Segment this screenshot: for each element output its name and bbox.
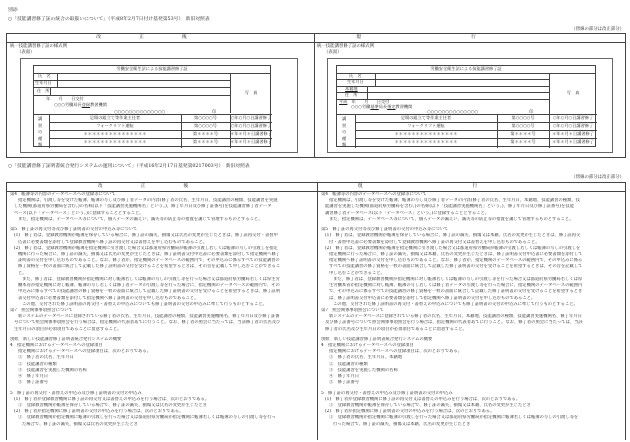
column-divider bbox=[314, 34, 315, 157]
text-line: で、その申込みに係るすべての技能講習の修了資格を一枚の書面に統合して記載した修了証明書の交付を受けることを希望するとき bbox=[329, 289, 583, 295]
text-line: 別紙 新しい技能講習修了証明書統合発行システムの概要 bbox=[10, 336, 122, 342]
text-line: (1) 修了者は、登録教習機関が帳簿を保存している場合に、修了証の滅失、損傷又は氏名の変更が生じたときは、修了証再交付・書替申 bbox=[14, 233, 278, 239]
old-course-name: ＊＊＊＊＊＊＊＊＊＊＊＊＊＊＊ bbox=[394, 139, 458, 144]
text-line: 及び修了証番号について照会関係事項照会を行う場合は、指定機関の代表者あてに行うこと。なお、修了者の照会に当たっては、当該 bbox=[325, 320, 583, 326]
text-line: 込書に必要書類を添付して登録教習機関へ修了証の再交付又は書替えを申し込むものであること。 bbox=[18, 239, 208, 245]
text-line: 生労働本省が指定機関に対し帳簿、帳簿の写し若しくは修了者データの引渡し等を行った場合に、指定機関のデータベースの範囲内 bbox=[329, 283, 583, 289]
row-divider bbox=[34, 80, 230, 81]
old-course-number: 第○○○○号 bbox=[511, 123, 535, 128]
text-line: この他、交付された修了証明書の再交付・書替えの申込みについても修了証明書の交付の申込みに準じて行うものとすること。 bbox=[333, 301, 578, 307]
text-line: ⑤ 修了証番号 bbox=[18, 380, 49, 386]
old-cert-title: 労働安全衛生法による技能講習修了証 bbox=[337, 66, 595, 74]
text-line: 4 指定機関におけるデータベースへの登録項目 bbox=[321, 343, 414, 349]
text-line: ① 登録教習機関が帳簿を保存している場合で、修了証の滅失、損傷又は本籍、氏名の変更が生じたとき bbox=[329, 403, 531, 408]
section2-table bbox=[6, 182, 626, 440]
text-line: 第7 照会関係事項照会について bbox=[10, 307, 73, 313]
text-line: ③ 技能講習を実施した機関の名称 bbox=[18, 367, 87, 373]
new-issue-date: 年 月 日交付 bbox=[46, 96, 84, 101]
attachment-label: 別添 bbox=[8, 8, 18, 13]
old-course-date: ○年○月○日講習修了 bbox=[552, 123, 594, 128]
text-line: また、指定機関は、データベース等について、個人データの漏えい、滅失等の防止等の措置を講じて管理するものとすること。 bbox=[329, 216, 574, 222]
old-text-column bbox=[321, 192, 624, 428]
old-course-date: ＊年＊月＊日講習修了 bbox=[552, 139, 594, 144]
old-course-date: ＊年＊月＊日講習修了 bbox=[552, 131, 594, 136]
text-line: 働本省が指定機関に対し帳簿、帳簿の写し若しくは修了者データの引渡し等を行った場合に、指定機関のデータベースの範囲内で、その bbox=[18, 283, 280, 289]
text-line: 指定機関へ修了証明書の交付を申し込むものであること。なお、修了者が、指定機関のデータベースの範囲内で、その申込みに係る bbox=[329, 258, 583, 264]
form-heading-new: 統一技能講習修了証の様式例 bbox=[10, 44, 68, 49]
new-photo-label: 写 真 bbox=[244, 90, 258, 95]
new-course-number: 第○○○○号 bbox=[194, 115, 217, 120]
old-issue-date-text: 年 月 日交付 bbox=[351, 99, 390, 104]
text-line: ① 登録教習機関が帳簿を保存している場合で、修了証の滅失、損傷又は氏名の変更が生じたとき bbox=[18, 403, 207, 408]
new-form-card bbox=[20, 58, 298, 153]
old-photo-label: 写 真 bbox=[566, 90, 580, 95]
new-issuer: ○○○労働局長登録教習機関 bbox=[54, 102, 107, 107]
text-line: 新システムのデータベースに登録されている修了者の氏名、生年月日、本籍地、技能講習の種類、技能講習実施機関名、修了年月日 bbox=[329, 314, 582, 320]
section1-table bbox=[6, 33, 626, 158]
form-side-old: （表面） bbox=[324, 50, 342, 55]
text-line: 行った場合で、修了証の滅失、損傷又は本籍、氏名の変更が生じたとき bbox=[333, 421, 471, 427]
text-line: 指定機関におけるデータベースへの登録項目は、次のとおりである。 bbox=[329, 349, 462, 355]
old-issuer: ○○○労働基準局長指定教習機関 bbox=[351, 104, 413, 109]
text-line: ③ 技能講習を実施した機関の名称 bbox=[329, 367, 398, 373]
text-line: また、修了者は、登録教習機関が指定機関に対し帳簿若しくは帳簿の写しの引渡し等を行った場合又は都道府県労働局若しくは厚生労 bbox=[22, 276, 280, 282]
old-course-number: 第○○○○号 bbox=[511, 115, 535, 120]
text-line: 第5 修了証の再交付等及び修了証明書の交付の申込み等について bbox=[10, 227, 138, 233]
text-line: 別紙 新しい技能講習修了証明書統合発行システムの概要 bbox=[321, 336, 433, 342]
new-text-column bbox=[10, 192, 314, 428]
text-line: 講習修了者データベース(以下「データベース」という。)に登録することとすること。 bbox=[325, 210, 490, 216]
text-line: 5 修了証の再交付・書替えの申込み及び修了証明書の交付の申込み bbox=[321, 390, 453, 396]
section1-header-row bbox=[7, 34, 625, 43]
text-line: した機関(都道府県労働局を含む。)の名称(以下「技能講習実施機関名」という。)、修了年月日及び修了証番号)を技能講習修了者データ bbox=[14, 204, 272, 210]
text-line: すべての技能講習の修了資格を一枚の書面に統合して記載した修了証明書の交付を受けることを希望するときは、その旨を記載して bbox=[329, 264, 583, 270]
text-line: 指定機関は、引渡し等を受けた帳簿、帳簿の写し及び修了者データの内容(修了者の氏名、生年月日、技能講習の種類、技能講習を実施 bbox=[18, 198, 278, 204]
text-line: 証明書の交付を申し込むものであること。なお、修了者が、指定機関のデータベースの範囲内で、その申込みに係るすべての技能講習の bbox=[18, 258, 280, 264]
text-line: (2) 修了者が指定機関に修了証明書の交付の申込みを行う場合は、次のとおりである。 bbox=[325, 409, 495, 415]
old-course-name: フォークリフト運転 bbox=[407, 123, 445, 128]
new-course-number: 第＊＊＊＊号 bbox=[192, 139, 219, 144]
text-line: ベース(以下「データベース」という。)に登録することとすること。 bbox=[14, 210, 144, 216]
old-name-label: 氏 名 bbox=[349, 73, 362, 78]
new-dob-label: 生年月日 bbox=[35, 80, 52, 85]
col-header-old: 現行 bbox=[356, 35, 586, 40]
text-line: 指定機関におけるデータベースへの登録項目は、次のとおりである。 bbox=[18, 349, 151, 355]
new-circles: ○○○○○○○○○○○○○○ bbox=[114, 109, 166, 114]
new-course-date: ○年○月○日講習修了 bbox=[230, 115, 272, 120]
text-line: ① 登録教習機関が指定機関に帳簿の引渡しを行った場合又は都道府県労働局が指定機関に帳簿若しくは帳簿の写しの引渡し等を bbox=[329, 415, 579, 421]
col-header-old: 現行 bbox=[357, 184, 588, 189]
text-line: (1) 修了者は、登録教習機関が帳簿を保存している場合に、修了証の滅失、損傷又は本籍、氏名の変更が生じたときは、修了証再交 bbox=[325, 233, 581, 239]
text-line: ⑤ 修了証番号 bbox=[329, 380, 360, 386]
section2-title: ○「技能講習修了証明書統合発行システムの運用について」（平成16年2月17日基発第0217003号） 新旧対照表 bbox=[8, 164, 250, 169]
text-line: 修了者の氏名及び生年月日の項目が必須項目であることに留意すること。 bbox=[325, 326, 467, 332]
text-line: た場合で、修了証の滅失、損傷又は氏名の変更が生じたとき bbox=[22, 421, 138, 427]
form-side-new: （表面） bbox=[17, 50, 35, 55]
old-course-name: 足場の組立て等作業主任者 bbox=[400, 115, 452, 120]
text-line: (1) 修了者が登録教習機関に修了証の再交付又は書替えの申込みを行う場合は、次のとおりである。 bbox=[325, 396, 521, 402]
new-name-label: 氏 名 bbox=[38, 73, 51, 78]
old-domicile-label: 本籍地 bbox=[345, 86, 358, 91]
row-divider bbox=[337, 79, 549, 80]
section1-note: （傍線の部分は改正部分） bbox=[571, 27, 624, 32]
text-line: ① 修了者の氏名、生年月日、本籍地 bbox=[329, 355, 403, 361]
text-line: また、修了者は、登録教習機関が指定機関に対し帳簿若しくは帳簿の写しの引渡し等を行った場合又は都道府県労働局若しくは厚 bbox=[333, 276, 583, 282]
section2-header-row bbox=[7, 183, 625, 192]
old-course-number: 第＊＊＊＊号 bbox=[510, 139, 536, 144]
old-course-date: ○年○月○日講習修了 bbox=[552, 115, 594, 120]
text-line: 第7 照会関係事項照会について bbox=[321, 307, 384, 313]
label-divider bbox=[50, 87, 51, 95]
text-line: 第5 修了証の再交付等及び修了証明書の交付の申込み等について bbox=[321, 227, 449, 233]
new-course-name: ＊＊＊＊＊＊＊＊＊＊＊＊＊＊＊ bbox=[83, 131, 147, 136]
row-divider bbox=[337, 92, 549, 93]
text-line: (1) 修了者が登録教習機関に修了証の再交付又は書替えの申込みを行う場合は、次のとおりである。 bbox=[14, 396, 210, 402]
old-form-card bbox=[327, 58, 613, 153]
text-line: 申込みに係るすべての技能講習の修了資格を一枚の書面に統合して記載した修了証明書の交付を受けることを希望するときは、修了証明 bbox=[18, 289, 281, 295]
text-line: 5 修了証の再交付・書替えの申込み及び修了証明書の交付の申込み bbox=[10, 390, 142, 396]
text-line: ① 登録教習機関が指定機関に帳簿の引渡しを行った場合又は都道府県労働局が指定機関に帳簿若しくは帳簿の写しの引渡し等を行っ bbox=[18, 415, 276, 421]
text-line: 申し込むことができること。 bbox=[329, 270, 385, 276]
text-line: 4 指定機関におけるデータベースへの登録項目 bbox=[10, 343, 103, 349]
text-line: 書交付申込書に必要書類を添付して指定機関へ修了証明書の交付を申し込むものであること。 bbox=[18, 295, 199, 301]
text-line: と。 bbox=[18, 270, 27, 276]
col-header-new: 改正後 bbox=[97, 184, 227, 189]
text-line: 号について照会関係事項照会を行う場合は、指定機関の代表者あてに行うこと。なお、修了者の照会に当たっては、当該修了者の氏名及び bbox=[14, 320, 281, 326]
col-header-new: 改正後 bbox=[96, 35, 225, 40]
text-line: 第4 帳簿等の内容のデータベースへの登録等について bbox=[10, 192, 116, 197]
new-seal: 印 bbox=[212, 109, 217, 114]
new-certificate bbox=[33, 65, 271, 147]
new-address-label: 住 所 bbox=[37, 88, 50, 93]
text-line: (2) 修了者は、登録教習機関が帳簿を指定機関に引き渡した場合又は都道府県労働局が帳簿の引渡し若しくは帳簿の写しの引渡しを bbox=[325, 245, 581, 251]
new-cert-title: 労働安全衛生法による技能講習修了証 bbox=[34, 66, 270, 74]
new-course-number: 第○○○○号 bbox=[194, 123, 217, 128]
text-line: (2) 修了者が指定機関に修了証明書の交付の申込みを行う場合は、次のとおりである。 bbox=[14, 409, 184, 415]
row-divider bbox=[34, 87, 230, 88]
old-address-label: 住 所 bbox=[345, 92, 358, 97]
old-seal: 印 bbox=[529, 109, 534, 114]
section2-note: （傍線の部分は改正部分） bbox=[571, 175, 624, 180]
form-heading-old: 統一技能講習修了証の様式例 bbox=[317, 44, 375, 49]
text-line: 新システムのデータベースに登録されている修了者の氏名、生年月日、技能講習の種類、技能講習実施機関名、修了年月日及び修了証番 bbox=[18, 314, 280, 320]
label-divider bbox=[57, 73, 58, 87]
text-line: 修了資格を一枚の書面に統合して記載した修了証明書の交付を受けることを希望するときは、その旨を記載して申し込むことができるこ bbox=[18, 264, 281, 270]
text-line: (2) 修了者は、登録教習機関が帳簿を指定機関に引き渡した場合又は都道府県労働局が帳簿の引渡し若しくは帳簿の写しの引渡しを指定 bbox=[14, 245, 278, 251]
new-course-label: 講習の種類 bbox=[38, 116, 43, 147]
old-era: 平成 bbox=[339, 99, 348, 104]
text-line: ① 修了者の氏名、生年月日 bbox=[18, 355, 74, 361]
new-course-name: フォークリフト運転 bbox=[96, 123, 134, 128]
old-dob-label: 生年月日 bbox=[347, 79, 364, 84]
text-line: ② 技能講習の種類 bbox=[18, 361, 57, 367]
text-line: 指定機関に行った場合に、修了証の滅失、損傷又は本籍、氏名の変更が生じたときは、修了証明書交付申込書に必要書類を添付して bbox=[329, 251, 583, 257]
text-line: また、指定機関は、データベース等について、個人データの漏えい、滅失等の防止等の措置を講じて管理するものとすること。 bbox=[18, 216, 263, 222]
column-divider bbox=[317, 183, 318, 440]
text-line: ④ 修了年月日 bbox=[18, 374, 49, 380]
section1-title: ○「技能講習修了証の統合の取扱いについて」（平成8年2月7日付け基発第53号） 新旧対照表 bbox=[8, 17, 210, 22]
new-course-name: 足場の組立て等作業主任者 bbox=[89, 115, 141, 120]
text-line: 指定機関は、引渡し等を受けた帳簿、帳簿の写し及び修了者データの内容(修了者の氏名、生年月日、本籍地、技能講習の種類、技 bbox=[329, 198, 580, 204]
old-certificate bbox=[336, 65, 596, 147]
new-course-name: ＊＊＊＊＊＊＊＊＊＊＊＊＊＊＊ bbox=[83, 139, 147, 144]
text-line: ② 技能講習の種類 bbox=[329, 361, 368, 367]
text-line: 能講習を実施した機関(都道府県労働局を含む。)の名称(以下「技能講習実施機関名」という。)、修了年月日及び修了証番号)を技能 bbox=[325, 204, 574, 210]
text-line: 生年月日の項目が必須項目であることに留意すること。 bbox=[14, 326, 122, 332]
old-course-name: ＊＊＊＊＊＊＊＊＊＊＊＊＊＊＊ bbox=[394, 131, 458, 136]
new-course-date: ＊年＊月＊日講習修了 bbox=[230, 131, 272, 136]
old-circles: ○○○○○○○○○○○○○○ bbox=[427, 109, 479, 114]
text-line: ④ 修了年月日 bbox=[329, 374, 360, 380]
new-course-date: ○年○月○日講習修了 bbox=[230, 123, 272, 128]
new-course-date: ＊年＊月＊日講習修了 bbox=[230, 139, 272, 144]
text-line: この他、交付された修了証明書の再交付・書替えの申込みについても修了証明書の交付の申込みに準じて行うものとすること。 bbox=[22, 301, 267, 307]
new-course-number: 第＊＊＊＊号 bbox=[192, 131, 219, 136]
old-course-number: 第＊＊＊＊号 bbox=[510, 131, 536, 136]
text-line: 機関に行った場合に、修了証の滅失、損傷又は氏名の変更が生じたときは、修了証明書交付申込書に必要書類を添付して指定機関へ修了 bbox=[18, 251, 281, 257]
text-line: 第4 帳簿等の内容のデータベースへの登録等について bbox=[321, 192, 427, 197]
row-divider bbox=[337, 86, 549, 87]
text-line: 付・書替申込書に必要書類を添付して登録教習機関へ修了証の再交付又は書替えを申し込むものであること。 bbox=[329, 239, 540, 245]
old-course-label: 講習の種類 bbox=[342, 116, 347, 147]
text-line: は、修了証明書交付申込書に必要書類を添付して指定機関へ修了証明書の交付を申し込むものであること。 bbox=[329, 295, 536, 301]
